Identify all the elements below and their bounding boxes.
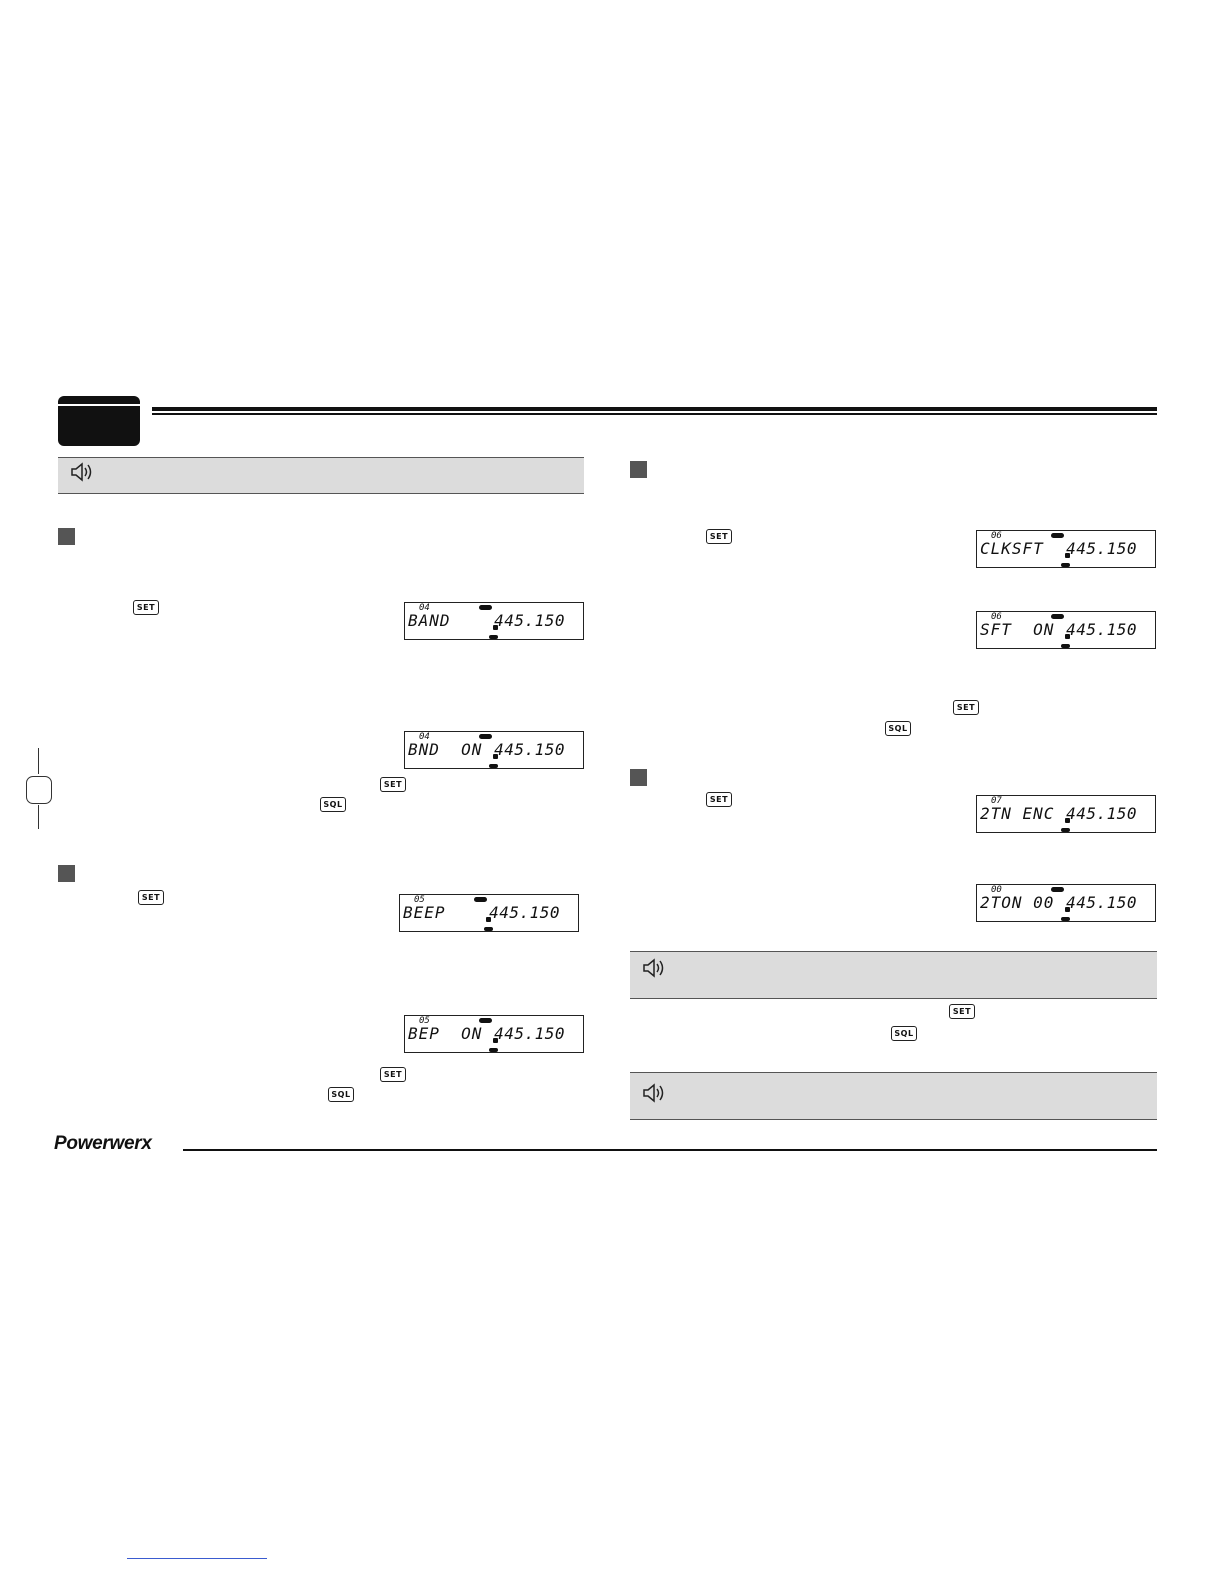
lcd-text: CLKSFT xyxy=(980,539,1044,558)
lcd-indicator xyxy=(479,605,492,610)
section-square-icon xyxy=(58,528,75,545)
lcd-channel: 06 xyxy=(991,612,1002,622)
lcd-sft-on xyxy=(976,611,1156,649)
lcd-2tone-00 xyxy=(976,884,1156,922)
side-marker-line xyxy=(38,748,39,774)
lcd-text: SFT ON xyxy=(980,620,1055,639)
lcd-text: BEEP xyxy=(403,903,446,922)
sql-key: SQL xyxy=(891,1026,917,1041)
lcd-text: BEP ON xyxy=(408,1024,483,1043)
set-key: SET xyxy=(133,600,159,615)
lcd-channel: 04 xyxy=(419,732,430,742)
header-rule-thin xyxy=(152,413,1157,415)
lcd-freq: 445.150 xyxy=(1066,620,1137,639)
set-key: SET xyxy=(949,1004,975,1019)
lcd-channel: 00 xyxy=(991,885,1002,895)
lcd-beep-on xyxy=(404,1015,584,1053)
lcd-indicator xyxy=(1051,887,1064,892)
lcd-channel: 05 xyxy=(414,895,425,905)
lcd-set-indicator xyxy=(489,1048,498,1052)
lcd-set-indicator xyxy=(1061,917,1070,921)
set-key: SET xyxy=(706,792,732,807)
header-rule xyxy=(152,407,1157,411)
lcd-freq: 445.150 xyxy=(1066,539,1137,558)
lcd-indicator xyxy=(474,897,487,902)
sql-key: SQL xyxy=(885,721,911,736)
lcd-set-indicator xyxy=(489,635,498,639)
lcd-set-indicator xyxy=(1061,563,1070,567)
lcd-2tone-enc xyxy=(976,795,1156,833)
lcd-indicator xyxy=(1051,533,1064,538)
lcd-channel: 06 xyxy=(991,531,1002,541)
lcd-set-indicator xyxy=(1061,828,1070,832)
set-key: SET xyxy=(138,890,164,905)
set-key: SET xyxy=(380,777,406,792)
speaker-icon xyxy=(642,1083,666,1103)
lcd-freq: 445.150 xyxy=(489,903,560,922)
lcd-clksft xyxy=(976,530,1156,568)
lcd-set-indicator xyxy=(489,764,498,768)
lcd-indicator xyxy=(479,734,492,739)
section-square-icon xyxy=(630,461,647,478)
lcd-channel: 07 xyxy=(991,796,1002,806)
section-square-icon xyxy=(58,865,75,882)
lcd-channel: 05 xyxy=(419,1016,430,1026)
note-box xyxy=(58,457,584,494)
lcd-freq: 445.150 xyxy=(1066,893,1137,912)
lcd-text: 2TN ENC xyxy=(980,804,1055,823)
lcd-band-on xyxy=(404,731,584,769)
note-box xyxy=(630,951,1157,999)
sql-key: SQL xyxy=(320,797,346,812)
speaker-icon xyxy=(642,958,666,978)
lcd-beep xyxy=(399,894,579,932)
side-marker xyxy=(26,776,52,804)
lcd-text: BAND xyxy=(408,611,451,630)
lcd-indicator xyxy=(1051,614,1064,619)
lcd-text: BND ON xyxy=(408,740,483,759)
lcd-set-indicator xyxy=(484,927,493,931)
lcd-text: 2TON 00 xyxy=(980,893,1055,912)
chapter-tab xyxy=(58,396,140,446)
footer-rule xyxy=(183,1149,1157,1151)
set-key: SET xyxy=(380,1067,406,1082)
lcd-freq: 445.150 xyxy=(1066,804,1137,823)
section-square-icon xyxy=(630,769,647,786)
side-marker-line xyxy=(38,805,39,829)
note-box xyxy=(630,1072,1157,1120)
set-key: SET xyxy=(953,700,979,715)
lcd-band xyxy=(404,602,584,640)
speaker-icon xyxy=(70,462,94,482)
sql-key: SQL xyxy=(328,1087,354,1102)
bottom-underline xyxy=(127,1558,267,1559)
lcd-freq: 445.150 xyxy=(494,1024,565,1043)
lcd-freq: 445.150 xyxy=(494,740,565,759)
lcd-indicator xyxy=(479,1018,492,1023)
brand-logo: Powerwerx xyxy=(54,1133,152,1154)
lcd-freq: 445.150 xyxy=(494,611,565,630)
lcd-channel: 04 xyxy=(419,603,430,613)
set-key: SET xyxy=(706,529,732,544)
lcd-set-indicator xyxy=(1061,644,1070,648)
